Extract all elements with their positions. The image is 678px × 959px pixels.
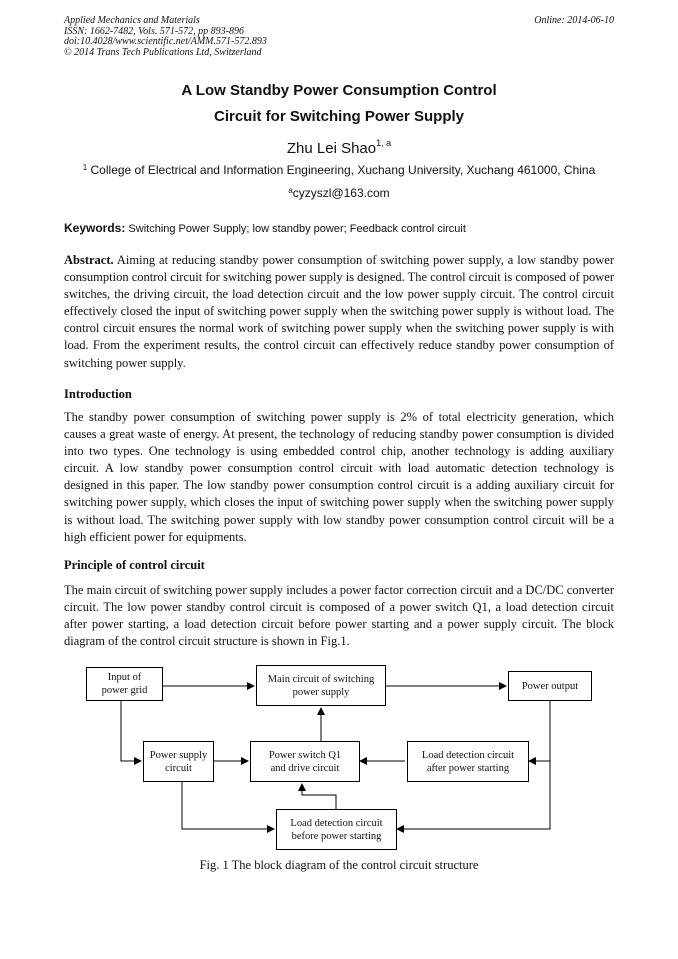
keywords-label: Keywords: (64, 221, 126, 235)
box-before-label-2: before power starting (291, 830, 382, 842)
box-input-power-grid (86, 667, 163, 701)
arrow-output-to-after (529, 701, 550, 761)
box-after-label-2: after power starting (426, 762, 510, 774)
doi: doi:10.4028/www.scientific.net/AMM.571-572.893 (64, 36, 267, 47)
box-switch-label-2: and drive circuit (270, 762, 340, 774)
email-sup: a (288, 186, 293, 195)
paper-title-line1: A Low Standby Power Consumption Control (181, 82, 497, 99)
paper-title-line2: Circuit for Switching Power Supply (213, 108, 465, 125)
keywords-text: Switching Power Supply; low standby power; Feedback control circuit (128, 223, 466, 235)
box-input-label-2: power grid (101, 685, 148, 696)
abstract-text: Aiming at reducing standby power consumption of switching power supply, a low standby power consumption control circuit for switching power supply is designed. The control circuit is composed of power switches, the driving circuit, the load detection circuit and the low power supply circuit. The control circuit effectively closed the input of switching power supply when the switching power supply is without load. The control circuit ensures the normal work of switching power supply when the switching power supply is with load. From the experiment results, the control circuit can effectively reduce standby power consumption of switching power supply. (64, 253, 615, 370)
keywords (64, 221, 614, 235)
issn: ISSN: 1662-7482, Vols. 571-572, pp 893-896 (64, 25, 244, 37)
box-switch-label-1: Power switch Q1 (268, 749, 342, 761)
arrow-input-to-supply (121, 701, 141, 761)
email-text: cyzyszl@163.com (292, 186, 390, 200)
affiliation (64, 163, 614, 177)
principle-text: The main circuit of switching power supply includes a power factor correction circuit and a DC/DC converter circuit. The low power standby control circuit is composed of a power switch Q1, a load detection circuit after power starting, a load detection circuit before power starting and a power supply circuit. The block diagram of the control circuit structure is shown in Fig.1. (64, 583, 614, 649)
online-date: Online: 2014-06-10 (534, 15, 614, 26)
box-power-supply-circuit (143, 741, 214, 782)
box-output-label: Power output (521, 680, 579, 692)
author-sup: 1, a (376, 138, 392, 148)
box-after-label-1: Load detection circuit (421, 749, 515, 761)
journal-header (64, 16, 267, 58)
box-main-circuit (256, 665, 386, 706)
author (0, 140, 678, 157)
affiliation-sup: 1 (82, 163, 88, 172)
box-input-label-1: Input of (107, 672, 142, 683)
abstract (64, 252, 614, 372)
box-supply-label-2: circuit (165, 762, 192, 774)
box-load-detection-before (276, 809, 397, 850)
box-load-detection-after (407, 741, 529, 782)
box-main-label-2: power supply (292, 686, 350, 698)
figure-caption: Fig. 1 The block diagram of the control circuit structure (199, 858, 479, 872)
introduction-text: The standby power consumption of switching power supply is 2% of total electricity generation, which causes a great waste of energy. At present, the technology of reducing standby power consumption is divided into two types. One technology is using embedded control chip, another technology is adding auxiliary circuit. A low standby power consumption control circuit with load automatic detection technology is designed in this paper. The low standby power consumption control circuit is a adding auxiliary circuit for switching power supply, which closes the input of switching power supply when the switching power supply is without load. The switching power supply with low standby power consumption control circuit will be a high efficient power for equipments. (64, 410, 614, 544)
arrow-before-to-switch (302, 784, 336, 809)
arrow-supply-to-before (182, 782, 274, 829)
email (0, 186, 678, 200)
principle-heading: Principle of control circuit (64, 558, 205, 572)
box-main-label-1: Main circuit of switching (267, 673, 375, 685)
journal-name: Applied Mechanics and Materials (64, 15, 200, 26)
block-diagram (64, 655, 624, 855)
box-power-output (508, 671, 592, 701)
abstract-label: Abstract. (64, 253, 114, 267)
introduction-heading: Introduction (64, 387, 132, 401)
box-supply-label-1: Power supply (149, 749, 208, 761)
box-before-label-1: Load detection circuit (290, 817, 383, 829)
box-power-switch (250, 741, 360, 782)
author-name: Zhu Lei Shao (286, 140, 377, 157)
copyright: © 2014 Trans Tech Publications Ltd, Switzerland (64, 46, 262, 58)
affiliation-text: College of Electrical and Information Engineering, Xuchang University, Xuchang 461000, China (90, 163, 596, 177)
